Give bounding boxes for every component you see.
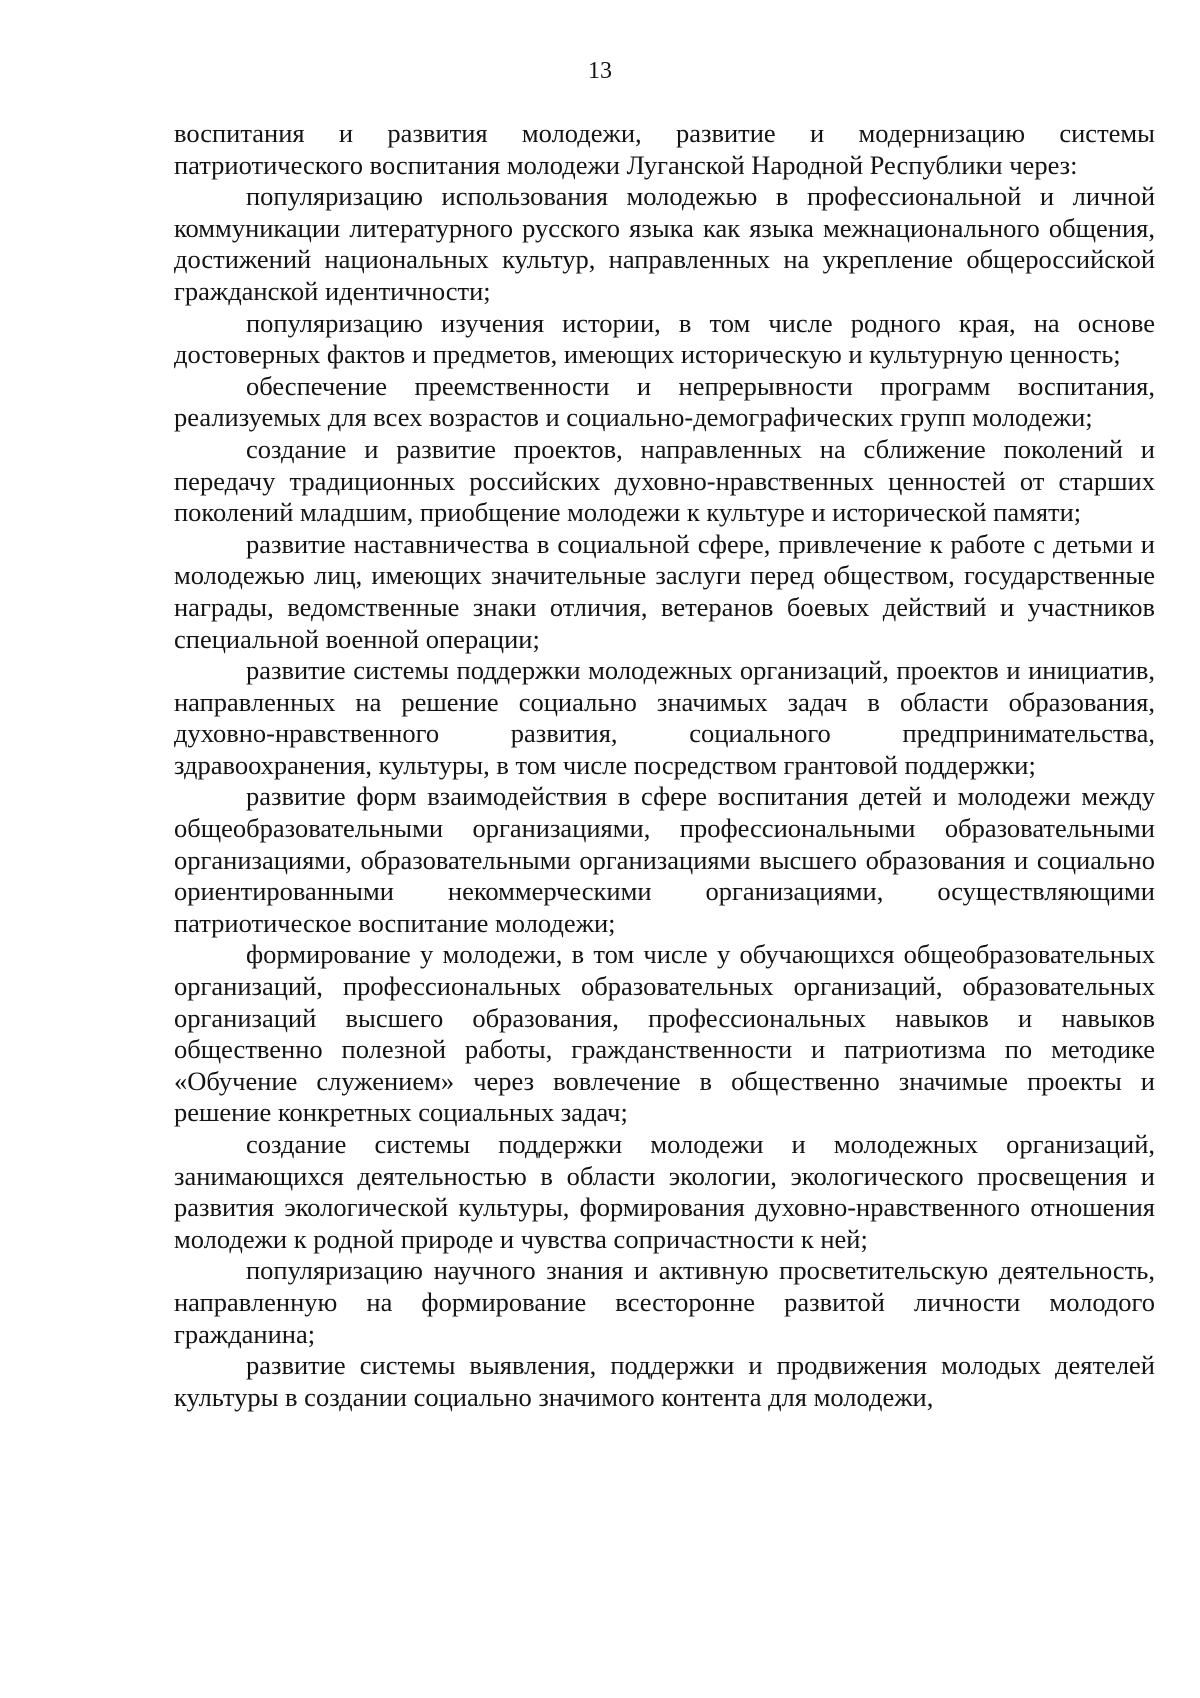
paragraph: развитие системы поддержки молодежных организаций, проектов и инициатив, направленных на решение социально значимых задач в области образования, духовно-нравственного развития, социального предпринимательства, здравоохранения, культуры, в том числе посредством грантовой поддержки; [174, 655, 1155, 780]
paragraph: создание и развитие проектов, направленных на сближение поколений и передачу традиционных российских духовно-нравственных ценностей от старших поколений младшим, приобщение молодежи к культуре и исторической памяти; [174, 433, 1155, 528]
paragraph-continuation: воспитания и развития молодежи, развитие и модернизацию системы патриотического воспитания молодежи Луганской Народной Республики через: [174, 118, 1155, 180]
paragraph: развитие системы выявления, поддержки и продвижения молодых деятелей культуры в создании социально значимого контента для молодежи, [174, 1350, 1155, 1412]
paragraph: развитие форм взаимодействия в сфере воспитания детей и молодежи между общеобразовательными организациями, профессиональными образовательными организациями, образовательными организациями высшего образования и социально ориентированными некоммерческими организациями, осуществляющими патриотическое воспитание молодежи; [174, 781, 1155, 938]
paragraph: обеспечение преемственности и непрерывности программ воспитания, реализуемых для всех возрастов и социально-демографических групп молодежи; [174, 370, 1155, 433]
page-number: 13 [588, 58, 612, 84]
paragraph: формирование у молодежи, в том числе у обучающихся общеобразовательных организаций, профессиональных образовательных организаций, образовательных организаций высшего образования, профессиональных навыков и навыков общественно полезной работы, гражданственности и патриотизма по методике «Обучение служением» через вовлечение в общественно значимые проекты и решение конкретных социальных задач; [174, 939, 1155, 1128]
document-body [174, 118, 1155, 1413]
paragraph: популяризацию использования молодежью в профессиональной и личной коммуникации литературного русского языка как языка межнационального общения, достижений национальных культур, направленных на укрепление общероссийской гражданской идентичности; [174, 181, 1155, 306]
paragraph: развитие наставничества в социальной сфере, привлечение к работе с детьми и молодежью лиц, имеющих значительные заслуги перед обществом, государственные награды, ведомственные знаки отличия, ветеранов боевых действий и участников специальной военной операции; [174, 528, 1155, 654]
paragraph: популяризацию изучения истории, в том числе родного края, на основе достоверных фактов и предметов, имеющих историческую и культурную ценность; [174, 307, 1155, 370]
paragraph: популяризацию научного знания и активную просветительскую деятельность, направленную на формирование всесторонне развитой личности молодого гражданина; [174, 1255, 1155, 1349]
paragraph: создание системы поддержки молодежи и молодежных организаций, занимающихся деятельностью в области экологии, экологического просвещения и развития экологической культуры, формирования духовно-нравственного отношения молодежи к родной природе и чувства сопричастности к ней; [174, 1129, 1155, 1254]
